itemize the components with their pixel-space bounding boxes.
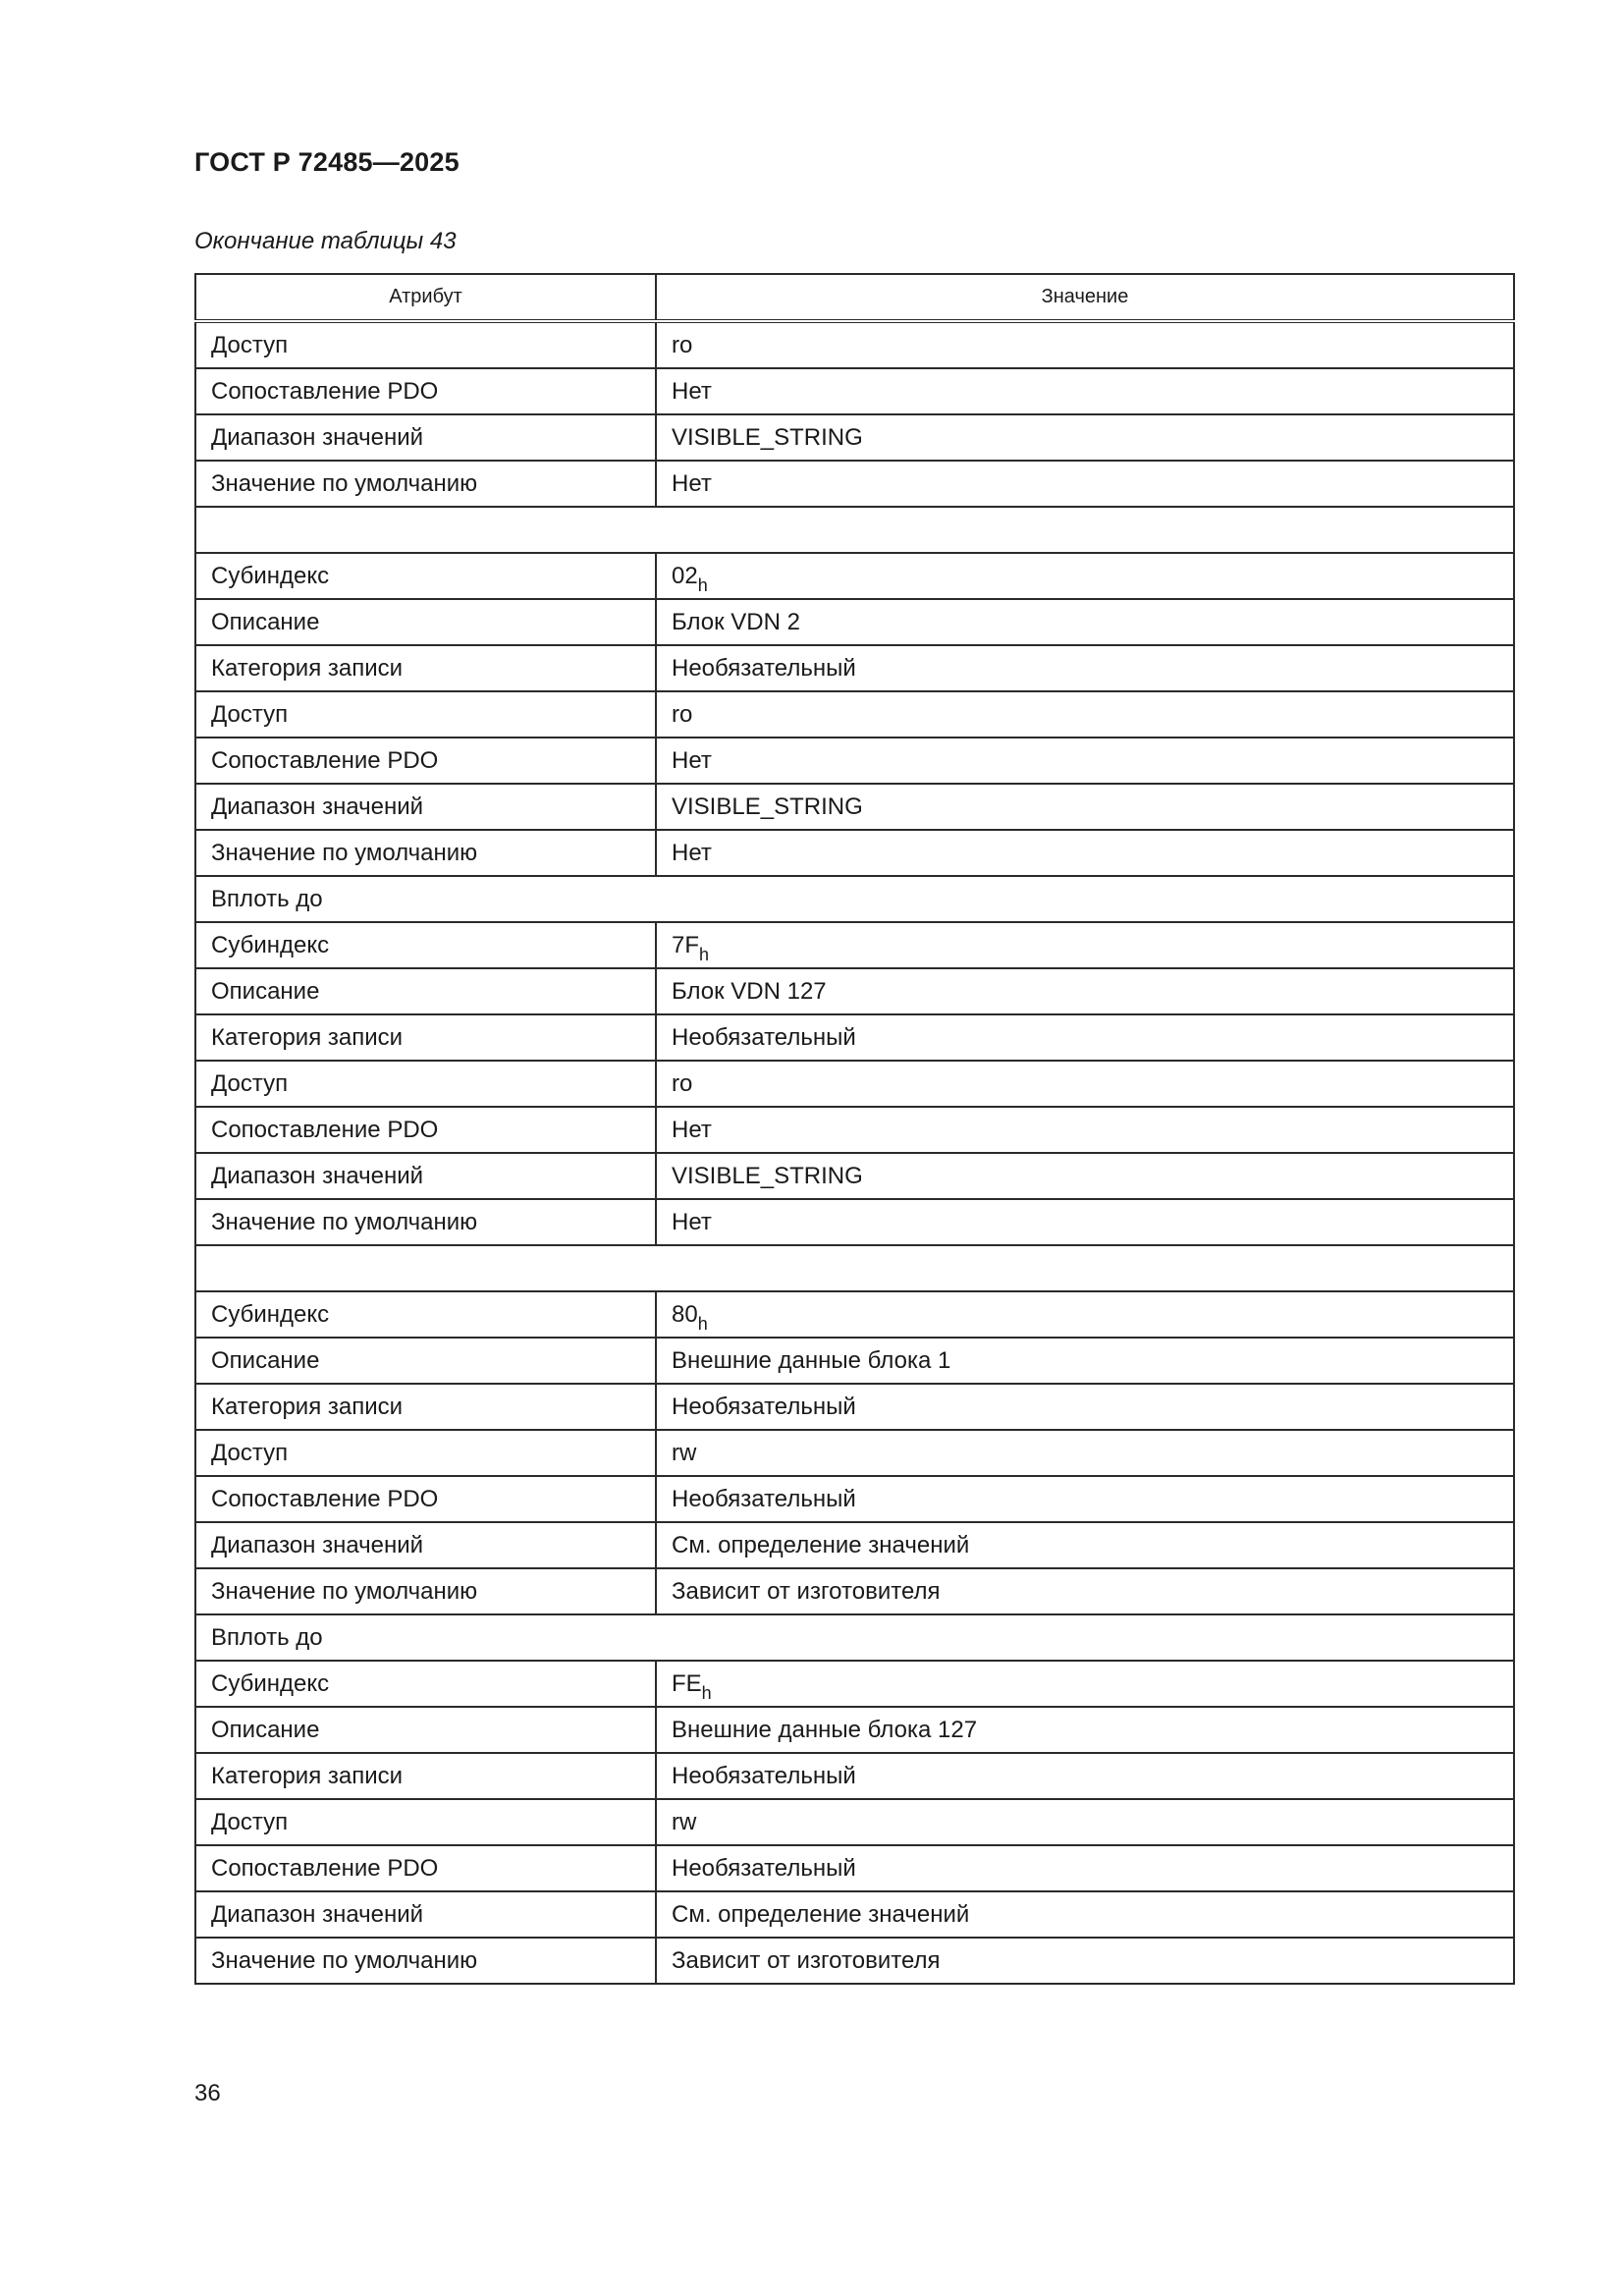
value-cell: ro <box>656 321 1514 368</box>
subindex-value: FE <box>672 1669 702 1697</box>
attribute-cell: Доступ <box>195 691 656 738</box>
hex-subscript: h <box>701 1682 712 1703</box>
hex-subscript: h <box>697 574 708 595</box>
attribute-cell: Описание <box>195 1338 656 1384</box>
attribute-cell: Доступ <box>195 1799 656 1845</box>
attribute-cell: Сопоставление PDO <box>195 1107 656 1153</box>
attribute-cell: Доступ <box>195 1061 656 1107</box>
table-row-range <box>195 876 1514 922</box>
value-cell: VISIBLE_STRING <box>656 1153 1514 1199</box>
attribute-cell: Сопоставление PDO <box>195 368 656 414</box>
value-cell: Внешние данные блока 1 <box>656 1338 1514 1384</box>
attribute-cell: Значение по умолчанию <box>195 1938 656 1984</box>
table-row <box>195 1522 1514 1568</box>
value-cell: Внешние данные блока 127 <box>656 1707 1514 1753</box>
value-cell: См. определение значений <box>656 1522 1514 1568</box>
value-cell: Необязательный <box>656 1014 1514 1061</box>
attribute-cell: Значение по умолчанию <box>195 1568 656 1614</box>
attribute-cell: Описание <box>195 968 656 1014</box>
attribute-cell: Категория записи <box>195 1014 656 1061</box>
attribute-cell: Субиндекс <box>195 1661 656 1707</box>
value-cell <box>656 922 1514 968</box>
range-cell: Вплоть до <box>195 1614 1514 1661</box>
table-row <box>195 1799 1514 1845</box>
table-row <box>195 1291 1514 1338</box>
table-row-separator <box>195 507 1514 553</box>
value-cell <box>656 1291 1514 1338</box>
value-cell: ro <box>656 1061 1514 1107</box>
table-row <box>195 599 1514 645</box>
table-row <box>195 1938 1514 1984</box>
table-row <box>195 830 1514 876</box>
value-cell: Нет <box>656 368 1514 414</box>
table-row <box>195 1384 1514 1430</box>
value-cell: rw <box>656 1799 1514 1845</box>
separator-cell <box>195 507 1514 553</box>
value-cell: Необязательный <box>656 1476 1514 1522</box>
subindex-value: 02 <box>672 562 698 589</box>
value-cell: Зависит от изготовителя <box>656 1938 1514 1984</box>
value-cell: Нет <box>656 738 1514 784</box>
table-row <box>195 461 1514 507</box>
attribute-cell: Субиндекс <box>195 922 656 968</box>
attribute-cell: Диапазон значений <box>195 1153 656 1199</box>
attribute-cell: Категория записи <box>195 1384 656 1430</box>
table-caption: Окончание таблицы 43 <box>194 228 457 254</box>
separator-cell <box>195 1245 1514 1291</box>
column-header-attribute: Атрибут <box>195 274 656 321</box>
attribute-cell: Описание <box>195 599 656 645</box>
range-cell: Вплоть до <box>195 876 1514 922</box>
value-cell: Необязательный <box>656 1384 1514 1430</box>
value-cell: Зависит от изготовителя <box>656 1568 1514 1614</box>
attribute-cell: Диапазон значений <box>195 414 656 461</box>
table-row <box>195 922 1514 968</box>
attribute-cell: Субиндекс <box>195 553 656 599</box>
column-header-value: Значение <box>656 274 1514 321</box>
table-row <box>195 1107 1514 1153</box>
table-row <box>195 1476 1514 1522</box>
attribute-cell: Категория записи <box>195 645 656 691</box>
hex-subscript: h <box>699 944 710 964</box>
attribute-table-container <box>194 273 1513 1985</box>
subindex-value: 80 <box>672 1300 698 1328</box>
document-id-header: ГОСТ Р 72485—2025 <box>194 147 460 177</box>
table-row <box>195 1753 1514 1799</box>
hex-subscript: h <box>697 1313 708 1334</box>
value-cell: rw <box>656 1430 1514 1476</box>
table-header <box>195 274 1514 321</box>
table-row <box>195 553 1514 599</box>
value-cell: ro <box>656 691 1514 738</box>
table-row <box>195 1430 1514 1476</box>
table-row-separator <box>195 1245 1514 1291</box>
attribute-cell: Сопоставление PDO <box>195 738 656 784</box>
table-row <box>195 691 1514 738</box>
table-row <box>195 368 1514 414</box>
value-cell: Необязательный <box>656 1845 1514 1891</box>
value-cell: Необязательный <box>656 645 1514 691</box>
attribute-cell: Диапазон значений <box>195 1891 656 1938</box>
table-row <box>195 1707 1514 1753</box>
value-cell <box>656 1661 1514 1707</box>
attribute-cell: Значение по умолчанию <box>195 1199 656 1245</box>
attribute-cell: Категория записи <box>195 1753 656 1799</box>
value-cell: Нет <box>656 830 1514 876</box>
table-body <box>195 321 1514 1984</box>
table-row <box>195 645 1514 691</box>
attribute-cell: Диапазон значений <box>195 784 656 830</box>
attribute-cell: Значение по умолчанию <box>195 461 656 507</box>
value-cell: См. определение значений <box>656 1891 1514 1938</box>
table-row <box>195 1891 1514 1938</box>
attribute-cell: Доступ <box>195 1430 656 1476</box>
table-row <box>195 1568 1514 1614</box>
attribute-cell: Сопоставление PDO <box>195 1476 656 1522</box>
subindex-value: 7F <box>672 931 700 958</box>
table-row <box>195 321 1514 368</box>
table-row <box>195 1845 1514 1891</box>
table-row-range <box>195 1614 1514 1661</box>
value-cell: Нет <box>656 1107 1514 1153</box>
value-cell: VISIBLE_STRING <box>656 414 1514 461</box>
attribute-cell: Доступ <box>195 321 656 368</box>
attribute-cell: Сопоставление PDO <box>195 1845 656 1891</box>
table-row <box>195 1199 1514 1245</box>
value-cell: Необязательный <box>656 1753 1514 1799</box>
table-row <box>195 1661 1514 1707</box>
table-row <box>195 414 1514 461</box>
value-cell: Блок VDN 127 <box>656 968 1514 1014</box>
attribute-cell: Описание <box>195 1707 656 1753</box>
value-cell: Нет <box>656 1199 1514 1245</box>
value-cell: Нет <box>656 461 1514 507</box>
page-number: 36 <box>194 2080 221 2106</box>
attribute-table <box>194 273 1515 1985</box>
table-row <box>195 784 1514 830</box>
table-row <box>195 1153 1514 1199</box>
table-row <box>195 1014 1514 1061</box>
attribute-cell: Диапазон значений <box>195 1522 656 1568</box>
value-cell: Блок VDN 2 <box>656 599 1514 645</box>
table-row <box>195 738 1514 784</box>
table-row <box>195 1338 1514 1384</box>
value-cell <box>656 553 1514 599</box>
attribute-cell: Субиндекс <box>195 1291 656 1338</box>
table-row <box>195 968 1514 1014</box>
table-header-row <box>195 274 1514 321</box>
table-row <box>195 1061 1514 1107</box>
value-cell: VISIBLE_STRING <box>656 784 1514 830</box>
attribute-cell: Значение по умолчанию <box>195 830 656 876</box>
